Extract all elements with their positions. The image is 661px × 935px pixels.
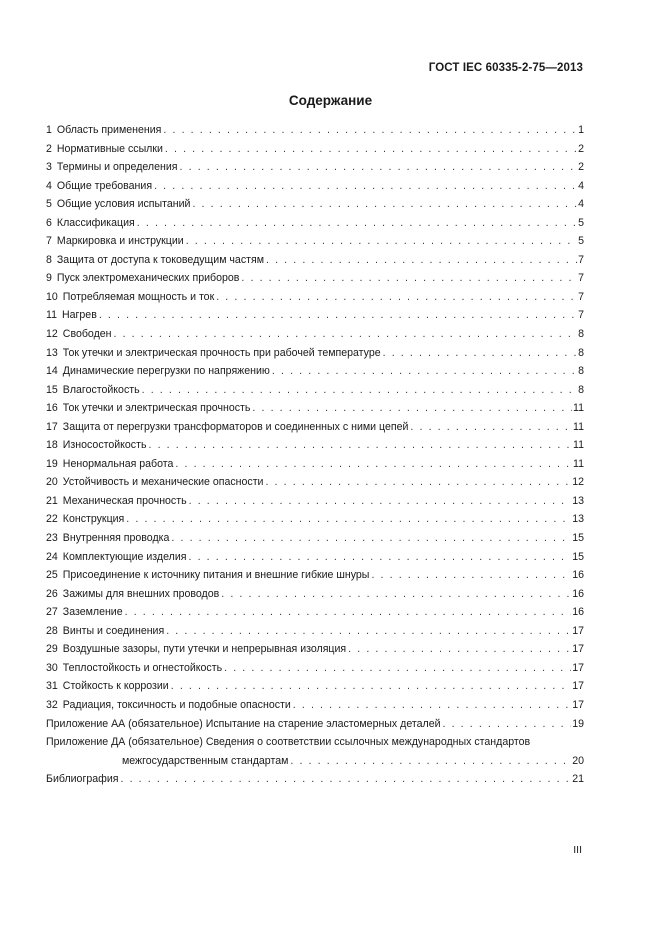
toc-entry-page: 15: [572, 550, 584, 563]
toc-leader-dots: [189, 494, 572, 508]
toc-entry-title: Стойкость к коррозии: [62, 680, 169, 693]
toc-entry-title: Нормативные ссылки: [56, 142, 163, 155]
toc-entry-number: 27: [46, 606, 58, 619]
toc-entry-page: 20: [572, 754, 584, 767]
toc-entry-number: 31: [46, 680, 58, 693]
toc-leader-dots: [120, 772, 571, 786]
toc-entry-page: 21: [572, 773, 584, 786]
toc-entry-title: Динамические перегрузки по напряжению: [62, 365, 270, 378]
toc-entry-page: 11: [573, 457, 584, 470]
toc-entry-number: 14: [46, 365, 58, 378]
toc-entry-title: Библиография: [46, 773, 119, 786]
toc-entry[interactable]: [46, 605, 584, 624]
toc-entry-title-continued: межгосударственным стандартам: [122, 754, 289, 767]
toc-entry-number: 9: [46, 272, 52, 285]
toc-entry-title: Защита от перегрузки трансформаторов и соединенных с ними цепей: [62, 420, 409, 433]
toc-entry-annex-da-line1[interactable]: [46, 735, 584, 754]
toc-entry-number: 29: [46, 643, 58, 656]
toc-entry-page: 8: [578, 346, 584, 359]
toc-leader-dots: [186, 234, 577, 248]
toc-entry-number: 11: [46, 309, 57, 322]
toc-entry[interactable]: [46, 253, 584, 272]
toc-leader-dots: [410, 420, 572, 434]
toc-leader-dots: [272, 364, 577, 378]
toc-entry[interactable]: [46, 438, 584, 457]
toc-entry-page: 7: [578, 272, 584, 285]
toc-entry-title: Область применения: [56, 124, 162, 136]
toc-entry-number: 13: [46, 346, 58, 359]
toc-leader-dots: [383, 346, 577, 360]
toc-entry-number: 20: [46, 476, 58, 489]
toc-entry[interactable]: [46, 420, 584, 439]
toc-leader-dots: [241, 271, 577, 285]
toc-entry-title: Ненормальная работа: [62, 457, 174, 470]
toc-entry[interactable]: [46, 642, 584, 661]
toc-entry[interactable]: [46, 679, 584, 698]
toc-entry-page: 7: [578, 290, 584, 303]
toc-entry[interactable]: [46, 661, 584, 680]
toc-entry[interactable]: [46, 512, 584, 531]
toc-entry-number: 22: [46, 513, 58, 526]
toc-entry[interactable]: [46, 550, 584, 569]
toc-entry-number: 17: [46, 420, 58, 433]
toc-entry-title: Потребляемая мощность и ток: [62, 290, 215, 303]
document-id: ГОСТ IEC 60335-2-75—2013: [428, 62, 583, 74]
toc-leader-dots: [221, 587, 571, 601]
toc-entry-number: 28: [46, 624, 58, 637]
page-number: III: [573, 844, 582, 856]
toc-entry[interactable]: [46, 364, 584, 383]
toc-entry[interactable]: [46, 568, 584, 587]
toc-leader-dots: [99, 308, 577, 322]
toc-entry-page: 8: [578, 383, 584, 396]
toc-entry[interactable]: [46, 271, 584, 290]
toc-leader-dots: [252, 401, 572, 415]
toc-leader-dots: [171, 679, 571, 693]
toc-entry-title: Воздушные зазоры, пути утечки и непрерывная изоляция: [62, 643, 347, 656]
toc-entry[interactable]: [46, 216, 584, 235]
toc-entry-number: 3: [46, 161, 52, 174]
toc-leader-dots: [266, 253, 577, 267]
toc-entry[interactable]: [46, 142, 584, 161]
toc-entry-page: 11: [573, 439, 584, 452]
toc-entry-title: Пуск электромеханических приборов: [56, 272, 240, 285]
toc-leader-dots: [216, 290, 577, 304]
toc-entry[interactable]: [46, 160, 584, 179]
toc-entry[interactable]: [46, 123, 584, 142]
toc-entry[interactable]: [46, 494, 584, 513]
toc-entry-title: Износостойкость: [62, 439, 147, 452]
toc-entry-annex-da-line2[interactable]: [46, 754, 584, 773]
toc-entry-page: 16: [572, 606, 584, 619]
toc-leader-dots: [371, 568, 571, 582]
toc-leader-dots: [443, 717, 572, 731]
toc-entry-page: 8: [578, 365, 584, 378]
toc-entry[interactable]: [46, 327, 584, 346]
toc-entry-number: 26: [46, 587, 58, 600]
toc-entry-number: 4: [46, 179, 52, 192]
toc-entry-title: Ток утечки и электрическая прочность при рабочей температуре: [62, 346, 381, 359]
toc-leader-dots: [114, 327, 578, 341]
toc-entry-page: 16: [572, 569, 584, 582]
toc-entry-number: 24: [46, 550, 58, 563]
toc-entry-title: Радиация, токсичность и подобные опасности: [62, 698, 291, 711]
toc-entry-page: 5: [578, 235, 584, 248]
toc-entry-page: 17: [572, 680, 584, 693]
toc-entry[interactable]: [46, 457, 584, 476]
toc-leader-dots: [165, 142, 577, 156]
toc-entry-annex-aa[interactable]: [46, 717, 584, 736]
toc-entry[interactable]: [46, 346, 584, 365]
toc-entry-title: Механическая прочность: [62, 494, 187, 507]
toc-entry-page: 5: [578, 216, 584, 229]
toc-entry-number: 32: [46, 698, 58, 711]
toc-entry-number: 2: [46, 142, 52, 155]
toc-entry-title: Зажимы для внешних проводов: [62, 587, 220, 600]
toc-entry-title: Приложение АА (обязательное) Испытание на старение эластомерных деталей: [46, 717, 441, 730]
toc-entry-title: Нагрев: [62, 309, 97, 322]
toc-entry-page: 4: [578, 179, 584, 192]
toc-entry-page: 2: [578, 142, 584, 155]
toc-entry-title: Маркировка и инструкции: [56, 235, 184, 248]
toc-leader-dots: [148, 438, 572, 452]
toc-entry[interactable]: [46, 290, 584, 309]
toc-entry-page: 11: [573, 402, 584, 415]
toc-leader-dots: [166, 624, 571, 638]
toc-entry[interactable]: [46, 234, 584, 253]
toc-entry-number: 25: [46, 569, 58, 582]
toc-leader-dots: [125, 605, 572, 619]
toc-entry-page: 13: [572, 513, 584, 526]
toc-entry-page: 17: [572, 624, 584, 637]
toc-entry-page: 17: [572, 643, 584, 656]
table-of-contents: [46, 123, 584, 791]
toc-leader-dots: [189, 550, 572, 564]
toc-entry-page: 2: [578, 161, 584, 174]
toc-entry-number: 8: [46, 253, 52, 266]
toc-entry-title: Ток утечки и электрическая прочность: [62, 402, 251, 415]
toc-leader-dots: [192, 197, 577, 211]
toc-entry-title: Винты и соединения: [62, 624, 165, 637]
toc-leader-dots: [265, 475, 571, 489]
toc-entry-number: 18: [46, 439, 58, 452]
toc-entry-page: 1: [578, 124, 584, 136]
toc-entry-number: 12: [46, 328, 58, 341]
toc-entry-page: 19: [572, 717, 584, 730]
toc-entry[interactable]: [46, 383, 584, 402]
toc-entry-number: 15: [46, 383, 58, 396]
toc-entry-title: Приложение ДА (обязательное) Сведения о соответствии ссылочных международных стандартов: [46, 736, 531, 749]
toc-entry-page: 8: [578, 328, 584, 341]
toc-entry-number: 16: [46, 402, 58, 415]
toc-entry[interactable]: [46, 179, 584, 198]
toc-leader-dots: [180, 160, 578, 174]
toc-entry-number: 10: [46, 290, 58, 303]
toc-entry-page: 7: [578, 253, 584, 266]
toc-entry-page: 12: [572, 476, 584, 489]
toc-leader-dots: [224, 661, 571, 675]
toc-entry-page: 4: [578, 198, 584, 211]
toc-entry-page: 17: [572, 661, 584, 674]
toc-entry[interactable]: [46, 197, 584, 216]
toc-title: Содержание: [288, 93, 373, 108]
toc-entry-title: Присоединение к источнику питания и внешние гибкие шнуры: [62, 569, 370, 582]
toc-leader-dots: [175, 457, 572, 471]
toc-entry-title: Защита от доступа к токоведущим частям: [56, 253, 264, 266]
toc-entry-title: Свободен: [62, 328, 112, 341]
toc-entry[interactable]: [46, 624, 584, 643]
toc-leader-dots: [154, 179, 577, 193]
toc-entry[interactable]: [46, 531, 584, 550]
toc-entry-number: 21: [46, 494, 58, 507]
toc-entry-title: Термины и определения: [56, 161, 178, 174]
toc-entry-page: 16: [572, 587, 584, 600]
toc-entry-title: Заземление: [62, 606, 123, 619]
toc-entry-title: Внутренняя проводка: [62, 532, 170, 545]
toc-entry-page: 17: [572, 698, 584, 711]
toc-leader-dots: [171, 531, 571, 545]
toc-entry[interactable]: [46, 698, 584, 717]
toc-entry[interactable]: [46, 308, 584, 327]
toc-leader-dots: [290, 754, 571, 768]
toc-entry-number: 5: [46, 198, 52, 211]
toc-entry-number: 19: [46, 457, 58, 470]
toc-leader-dots: [142, 383, 577, 397]
toc-entry-page: 13: [572, 494, 584, 507]
toc-entry-title: Классификация: [56, 216, 135, 229]
toc-entry-number: 30: [46, 661, 58, 674]
toc-entry[interactable]: [46, 401, 584, 420]
toc-leader-dots: [293, 698, 571, 712]
toc-entry-page: 11: [573, 420, 584, 433]
toc-entry-title: Комплектующие изделия: [62, 550, 187, 563]
toc-entry-page: 15: [572, 532, 584, 545]
toc-entry-title: Общие условия испытаний: [56, 198, 191, 211]
toc-entry-number: 23: [46, 532, 58, 545]
toc-entry-number: 6: [46, 216, 52, 229]
toc-entry-number: 1: [46, 124, 52, 136]
toc-entry-title: Теплостойкость и огнестойкость: [62, 661, 223, 674]
toc-entry[interactable]: [46, 587, 584, 606]
toc-entry-bibliography[interactable]: [46, 772, 584, 791]
toc-leader-dots: [348, 642, 571, 656]
toc-entry-title: Влагостойкость: [62, 383, 140, 396]
toc-leader-dots: [126, 512, 571, 526]
toc-entry-title: Конструкция: [62, 513, 125, 526]
toc-leader-dots: [163, 123, 577, 137]
toc-entry-title: Устойчивость и механические опасности: [62, 476, 264, 489]
toc-entry-title: Общие требования: [56, 179, 153, 192]
toc-entry[interactable]: [46, 475, 584, 494]
toc-leader-dots: [137, 216, 577, 230]
toc-entry-page: 7: [578, 309, 584, 322]
toc-entry-number: 7: [46, 235, 52, 248]
